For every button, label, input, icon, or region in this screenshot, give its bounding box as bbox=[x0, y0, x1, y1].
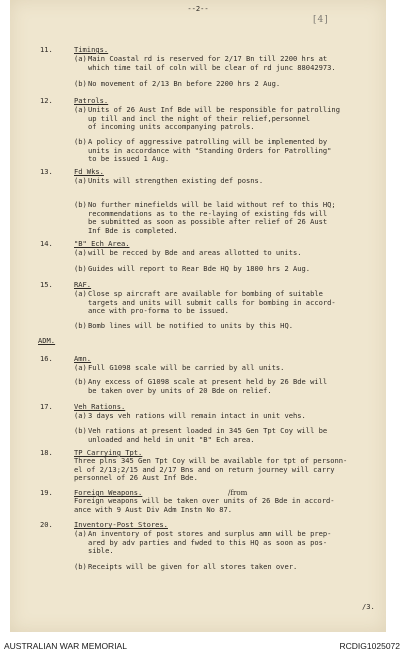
paragraph-text: Veh rations at present loaded in 345 Gen Tpt Coy will be unloaded and held in unit "B" Ech area. bbox=[88, 426, 328, 444]
next-page-marker: /3. bbox=[362, 602, 375, 611]
paragraph-label: (a) bbox=[74, 248, 87, 257]
section-heading: Veh Rations. bbox=[74, 402, 126, 411]
paragraph-label: (b) bbox=[74, 321, 87, 330]
paragraph-label: (b) bbox=[74, 200, 87, 209]
paragraph-text: Units of 26 Aust Inf Bde will be responsible for patrolling up till and incl the night of their relief,personnel of incoming units accompanying patrols. bbox=[88, 105, 340, 132]
section-heading: Patrols. bbox=[74, 96, 109, 105]
paragraph-text: Close sp aircraft are available for bombing of suitable targets and units will submit calls for bombing in accord- ance with pro-forma to be issued. bbox=[88, 289, 336, 316]
section-number: 19. bbox=[40, 488, 53, 497]
section-heading: Amn. bbox=[74, 354, 92, 363]
paragraph-text: Foreign weapons will be taken over units of 26 Bde in accord- ance with 9 Aust Div Adm Instn No 87. bbox=[74, 496, 335, 514]
section-number: 13. bbox=[40, 167, 53, 176]
section-number: 14. bbox=[40, 239, 53, 248]
paragraph-label: (a) bbox=[74, 54, 87, 63]
paragraph-label: (b) bbox=[74, 426, 87, 435]
paragraph-label: (b) bbox=[74, 79, 87, 88]
section-heading: "B" Ech Area. bbox=[74, 239, 130, 248]
section-number: 11. bbox=[40, 45, 53, 54]
paragraph-text: An inventory of post stores and surplus amn will be prep- ared by adv parties and fwded to this HQ as soon as pos- sible. bbox=[88, 529, 332, 556]
paragraph-text: No movement of 2/13 Bn before 2200 hrs 2 Aug. bbox=[88, 79, 281, 88]
footer-record-id: RCDIG1025072 bbox=[339, 641, 400, 651]
paragraph-text: Units will strengthen existing def posns. bbox=[88, 176, 264, 185]
section-heading: RAF. bbox=[74, 280, 92, 289]
paragraph-label: (b) bbox=[74, 377, 87, 386]
section-number: 16. bbox=[40, 354, 53, 363]
paragraph-text: No further minefields will be laid without ref to this HQ; recommendations as to the re-laying of existing fds will be submitted as soon as possible after relief of 26 Aust Inf Bde is completed. bbox=[88, 200, 336, 235]
paragraph-label: (b) bbox=[74, 264, 87, 273]
section-heading: Timings. bbox=[74, 45, 109, 54]
page-number: --2-- bbox=[187, 4, 209, 13]
section-number: 17. bbox=[40, 402, 53, 411]
section-heading: Inventory-Post Stores. bbox=[74, 520, 168, 529]
paragraph-text: Bomb lines will be notified to units by this HQ. bbox=[88, 321, 293, 330]
paragraph-label: (b) bbox=[74, 562, 87, 571]
section-number: 12. bbox=[40, 96, 53, 105]
section-number: 20. bbox=[40, 520, 53, 529]
section-heading: Foreign Weapons. bbox=[74, 488, 143, 497]
paragraph-text: Full G1098 scale will be carried by all units. bbox=[88, 363, 285, 372]
section-heading: Fd Wks. bbox=[74, 167, 104, 176]
paragraph-text: Three plns 345 Gen Tpt Coy will be available for tpt of personn- el of 2/13;2/15 and 2/17 Bns and on return journey will carry personnel of 26 Aust Inf Bde. bbox=[74, 456, 348, 483]
pencil-annotation: [4] bbox=[313, 15, 329, 25]
paragraph-label: (a) bbox=[74, 289, 87, 298]
footer-archive-name: AUSTRALIAN WAR MEMORIAL bbox=[4, 641, 127, 651]
paragraph-label: (a) bbox=[74, 411, 87, 420]
paragraph-text: A policy of aggressive patrolling will be implemented by units in accordance with "Standing Orders for Patrolling" to be issued 1 Aug. bbox=[88, 137, 332, 164]
document-page bbox=[10, 0, 386, 632]
section-heading: TP Carrying Tpt. bbox=[74, 448, 143, 457]
paragraph-label: (b) bbox=[74, 137, 87, 146]
paragraph-label: (a) bbox=[74, 105, 87, 114]
adm-heading: ADM. bbox=[38, 336, 56, 345]
section-number: 15. bbox=[40, 280, 53, 289]
paragraph-text: Any excess of G1098 scale at present held by 26 Bde will be taken over by units of 20 Bde on relief. bbox=[88, 377, 328, 395]
paragraph-text: Guides will report to Rear Bde HQ by 1800 hrs 2 Aug. bbox=[88, 264, 311, 273]
handwritten-insert: /from bbox=[228, 488, 248, 497]
paragraph-label: (a) bbox=[74, 529, 87, 538]
section-number: 18. bbox=[40, 448, 53, 457]
paragraph-text: will be recced by Bde and areas allotted to units. bbox=[88, 248, 302, 257]
paragraph-text: 3 days veh rations will remain intact in unit vehs. bbox=[88, 411, 306, 420]
paragraph-label: (a) bbox=[74, 176, 87, 185]
paragraph-text: Main Coastal rd is reserved for 2/17 Bn till 2200 hrs at which time tail of coln will be clear of rd junc 88042973. bbox=[88, 54, 336, 72]
paragraph-label: (a) bbox=[74, 363, 87, 372]
paragraph-text: Receipts will be given for all stores taken over. bbox=[88, 562, 298, 571]
